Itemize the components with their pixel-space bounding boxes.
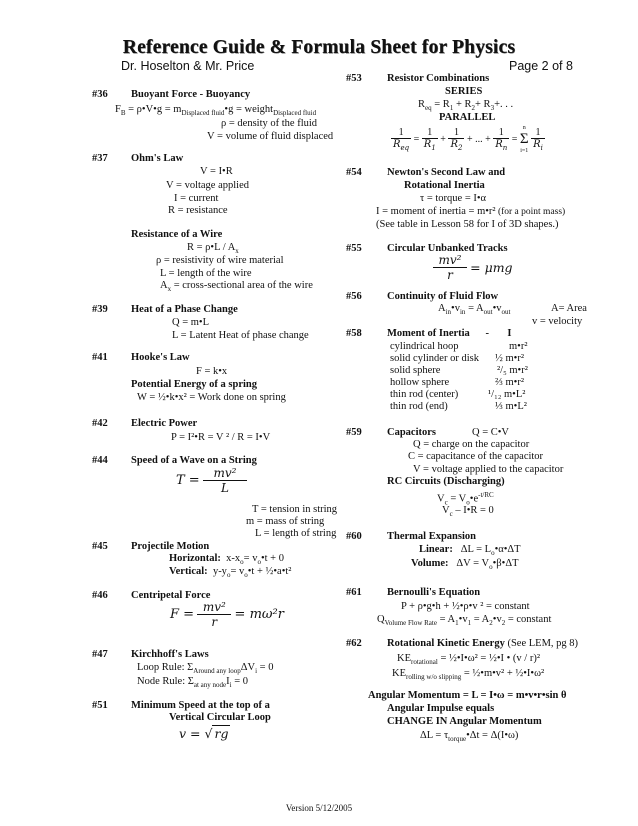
variable-definition: ρ = resistivity of wire material <box>156 255 284 266</box>
variable-definition: R = resistance <box>168 205 228 216</box>
subsection-title: Resistance of a Wire <box>131 229 223 240</box>
variable-definition: C = capacitance of the capacitor <box>408 451 544 462</box>
formula-number: #36 <box>92 89 108 100</box>
formula-title: Projectile Motion <box>131 541 210 552</box>
formula-title: Newton's Second Law and <box>387 167 506 178</box>
parallel-equation: $\frac{1}{R_{eq}}$ = $\frac{1}{R_1}$ + $\frac{1}{R_2}$ + ... + $\frac{1}{R_n}$ = n Σ i=1 $\frac{1}{R_i}$ <box>393 125 543 154</box>
subsection-title: RC Circuits (Discharging) <box>387 476 505 487</box>
formula-number: #46 <box>92 590 108 601</box>
wave-tension-equation: T = $\frac{\text{mv²}}{L}$ <box>176 466 247 495</box>
flow-rate-equation: $Q_{Volume Flow Rate}$ = $A_1•v_1$ = $A_2•v_2$ = constant <box>377 614 552 628</box>
bernoulli-equation: P + ρ•g•h + ½•ρ•v ² = constant <box>401 601 530 612</box>
variable-definition: V = voltage applied to the capacitor <box>413 464 564 475</box>
inertia-shape: thin rod (center) <box>390 389 459 400</box>
formula-title-line2: Rotational Inertia <box>404 180 485 191</box>
power-equation: P = I²•R = V ² / R = I•V <box>171 432 271 443</box>
centripetal-equation: F = $\frac{\text{mv²}}{r}$ = mω²r <box>170 600 284 629</box>
rc-discharge-equation: $V_c$ = $V_o•e^{-t/RC}$ <box>437 491 494 507</box>
formula-title: Centripetal Force <box>131 590 211 601</box>
loop-rule: Loop Rule: $\Sigma_{Around any loop}\Delta V_i = 0$ <box>137 662 274 676</box>
angular-momentum-equation: Angular Momentum = L = I•ω = m•v•r•sin θ <box>368 690 567 701</box>
inertia-shape: solid sphere <box>390 365 441 376</box>
inertia-value: ²/₅ m•r² <box>497 365 528 376</box>
buoyancy-equation: $F_B$ = ρ•V•g = $m_{Displaced fluid}•g$ = weight$_{Displaced fluid}$ <box>115 104 317 118</box>
formula-title: Thermal Expansion <box>387 531 476 542</box>
formula-number: #53 <box>346 73 362 84</box>
angular-impulse-equation: $\Delta L = \tau_{torque}•\Delta t$ = Δ(I•ω) <box>420 730 519 744</box>
formula-title: Resistor Combinations <box>387 73 490 84</box>
formula-title-line2: Vertical Circular Loop <box>169 712 271 723</box>
formula-title: Rotational Kinetic Energy (See LEM, pg 8) <box>387 638 579 649</box>
formula-number: #42 <box>92 418 108 429</box>
formula-title: Speed of a Wave on a String <box>131 455 257 466</box>
page-number: Page 2 of 8 <box>509 59 573 73</box>
formula-title: Kirchhoff's Laws <box>131 649 209 660</box>
variable-definition: Q = charge on the capacitor <box>413 439 530 450</box>
formula-number: #41 <box>92 352 108 363</box>
inertia-value: m•r² <box>509 341 528 352</box>
variable-definition: V = volume of fluid displaced <box>207 131 334 142</box>
inertia-shape: solid cylinder or disk <box>390 353 479 364</box>
formula-number: #44 <box>92 455 108 466</box>
variable-definition: L = Latent Heat of phase change <box>172 330 309 341</box>
formula-number: #60 <box>346 531 362 542</box>
formula-number: #56 <box>346 291 362 302</box>
parallel-label: PARALLEL <box>439 112 496 123</box>
unbanked-track-equation: $\frac{\text{mv²}}{r}$ = μmg <box>433 253 513 282</box>
formula-number: #45 <box>92 541 108 552</box>
page-title: Reference Guide & Formula Sheet for Physics <box>122 37 516 58</box>
inertia-value: ¹/₁₂ m•L² <box>488 389 526 400</box>
vertical-motion-equation: Vertical: $y-y_o=$ $v_o•t$ + ½•a•t² <box>169 566 292 580</box>
inertia-shape: thin rod (end) <box>390 401 448 412</box>
torque-equation: τ = torque = I•α <box>420 193 487 204</box>
formula-number: #55 <box>346 243 362 254</box>
formula-title: Buoyant Force - Buoyancy <box>131 89 251 100</box>
authors: Dr. Hoselton & Mr. Price <box>121 59 255 73</box>
formula-title: Continuity of Fluid Flow <box>387 291 499 302</box>
formula-title: Capacitors <box>387 427 436 438</box>
linear-expansion-equation: Linear: $\Delta L = L_o•\alpha•\Delta T$ <box>419 544 521 558</box>
variable-definition: I = current <box>174 193 219 204</box>
inertia-value: ⅓ m•L² <box>495 401 527 412</box>
formula-title: Circular Unbanked Tracks <box>387 243 508 254</box>
inertia-value: ⅔ m•r² <box>495 377 524 388</box>
node-rule: Node Rule: $\Sigma_{at any node}I_i = 0$ <box>137 676 248 690</box>
variable-definition: V = voltage applied <box>166 180 250 191</box>
horizontal-motion-equation: Horizontal: $x-x_o=$ $v_o•t + 0$ <box>169 553 284 567</box>
variable-definition: $A_x$ = cross-sectional area of the wire <box>160 280 313 294</box>
formula-number: #61 <box>346 587 362 598</box>
formula-number: #59 <box>346 427 362 438</box>
formula-title: Moment of Inertia - I <box>387 328 512 339</box>
rolling-ke-equation: $KE_{rolling w/o slipping}$ = ½•m•v² + ½•I•ω² <box>392 668 545 682</box>
variable-definition: m = mass of string <box>246 516 325 527</box>
variable-definition: v = velocity <box>532 316 583 327</box>
formula-title: Heat of a Phase Change <box>131 304 238 315</box>
resistance-equation: R = ρ•L / $A_x$ <box>187 242 239 256</box>
inertia-shape: hollow sphere <box>390 377 450 388</box>
formula-title: Bernoulli's Equation <box>387 587 481 598</box>
series-label: SERIES <box>445 86 483 97</box>
formula-title: Minimum Speed at the top of a <box>131 700 270 711</box>
series-equation: $R_{eq} = R_1 + R_2+ R_3+$. . . <box>418 99 514 113</box>
variable-definition: L = length of string <box>255 528 337 539</box>
formula-number: #39 <box>92 304 108 315</box>
variable-definition: ρ = density of the fluid <box>221 118 318 129</box>
ohms-law-equation: V = I•R <box>200 166 233 177</box>
lesson-note: (See table in Lesson 58 for I of 3D shapes.) <box>376 219 559 230</box>
formula-number: #54 <box>346 167 362 178</box>
formula-title: Hooke's Law <box>131 352 190 363</box>
version-footer: Version 5/12/2005 <box>285 803 353 813</box>
spring-energy-equation: W = ½•k•x² = Work done on spring <box>137 392 286 403</box>
formula-number: #51 <box>92 700 108 711</box>
hookes-law-equation: F = k•x <box>196 366 228 377</box>
formula-number: #62 <box>346 638 362 649</box>
formula-title: Electric Power <box>131 418 198 429</box>
angular-impulse-label: Angular Impulse equals <box>387 703 495 714</box>
variable-definition: A= Area <box>551 303 587 314</box>
variable-definition: T = tension in string <box>252 504 338 515</box>
formula-number: #47 <box>92 649 108 660</box>
variable-definition: L = length of the wire <box>160 268 252 279</box>
angular-momentum-change-label: CHANGE IN Angular Momentum <box>387 716 542 727</box>
inertia-value: ½ m•r² <box>495 353 524 364</box>
formula-number: #37 <box>92 153 108 164</box>
formula-number: #58 <box>346 328 362 339</box>
capacitor-equation: Q = C•V <box>472 427 510 438</box>
volume-expansion-equation: Volume: $\Delta V = V_o•\beta•\Delta T$ <box>411 558 519 572</box>
subsection-title: Potential Energy of a spring <box>131 379 257 390</box>
inertia-shape: cylindrical hoop <box>390 341 459 352</box>
continuity-equation: $A_{in}•v_{in}$ = $A_{out}•v_{out}$ <box>438 303 511 317</box>
min-speed-equation: v = √ rg <box>179 726 229 741</box>
rc-loop-equation: $V_c$ – I•R = 0 <box>442 505 494 519</box>
formula-title: Ohm's Law <box>131 153 184 164</box>
rotational-ke-equation: $KE_{rotational}$ = ½•I•ω² = ½•I • (v / r)² <box>397 653 540 667</box>
latent-heat-equation: Q = m•L <box>172 317 210 328</box>
moment-of-inertia-definition: I = moment of inertia = m•r² (for a point mass) <box>376 206 566 217</box>
